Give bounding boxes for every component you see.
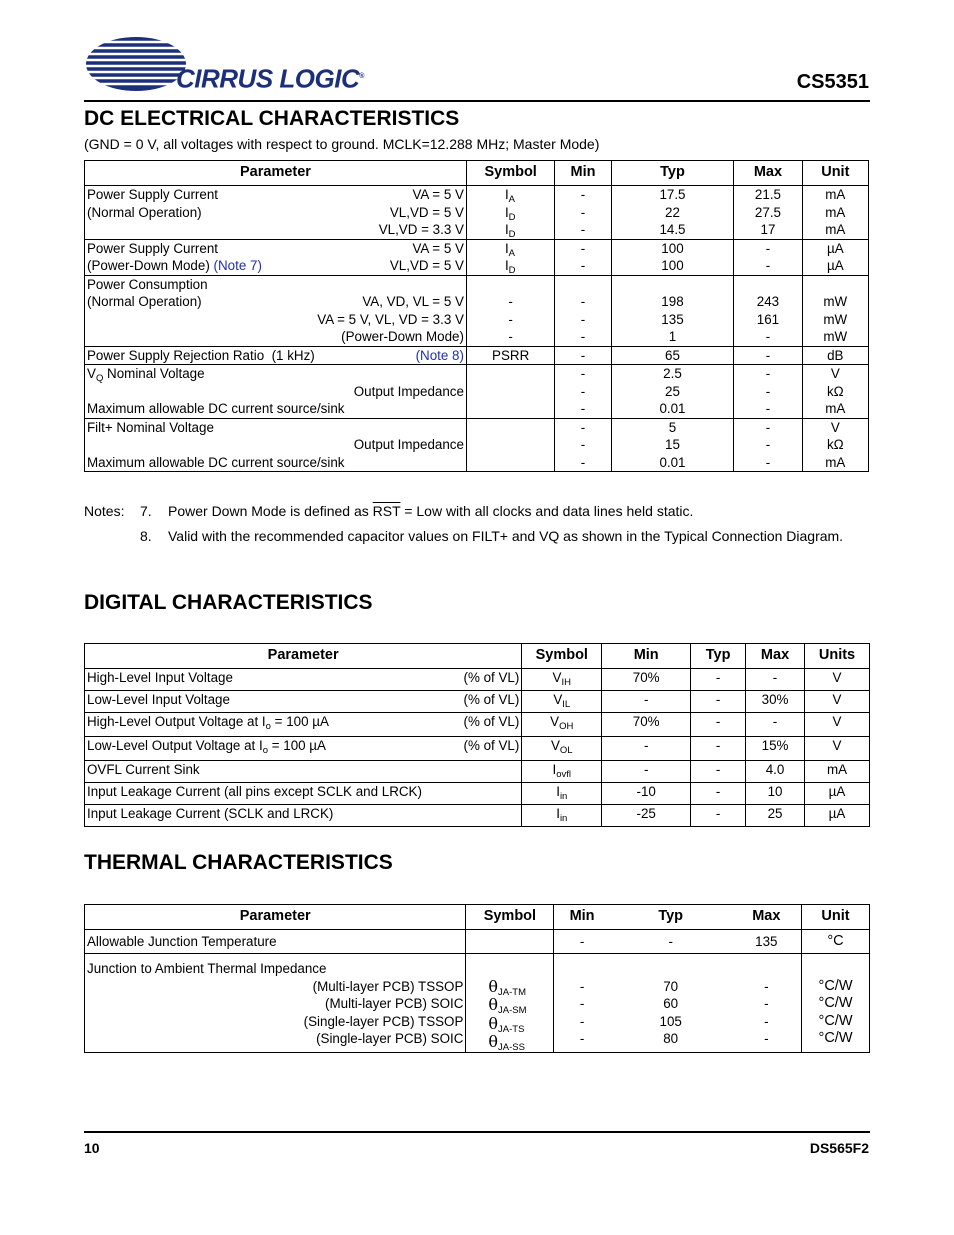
min-cell: - [602, 737, 691, 761]
condition-text: VL,VD = 5 V [389, 204, 464, 220]
table-row [85, 186, 869, 240]
unit-cell: mA mA mA [802, 186, 868, 240]
table-row [85, 761, 870, 783]
symbol-cell: - - - [466, 275, 554, 346]
symbol-cell [466, 930, 554, 954]
max-cell: - - - [734, 418, 802, 472]
min-cell: - - - [555, 418, 611, 472]
symbol-cell: $\theta_{JA-TM}$ $\theta_{JA-SM}$ $\theta_{JA-TS}$ $\theta_{JA-SS}$ [466, 954, 554, 1053]
table-row [85, 737, 870, 761]
note-number: 8. [140, 528, 152, 544]
page-number: 10 [84, 1140, 100, 1156]
col-header-unit: Unit [802, 905, 870, 930]
note-8-link[interactable]: (Note 8) [415, 347, 464, 363]
dc-characteristics-table [84, 160, 869, 472]
symbol-cell: PSRR [466, 346, 554, 365]
symbol-cell [466, 418, 554, 472]
min-cell: 70% [602, 669, 691, 691]
param-text: Power Supply Current [87, 240, 218, 256]
table-row [85, 930, 870, 954]
col-header-min: Min [602, 644, 691, 669]
col-header-max: Max [732, 905, 802, 930]
max-cell: 21.5 27.5 17 [734, 186, 802, 240]
symbol-cell: $I_A$ $I_D$ [466, 239, 554, 275]
table-header-row [85, 644, 870, 669]
condition-text: (Single-layer PCB) TSSOP [303, 1013, 464, 1029]
param-text: $V_Q$ Nominal Voltage [87, 366, 205, 384]
col-header-parameter: Parameter [85, 161, 467, 186]
typ-cell: 100 100 [611, 239, 734, 275]
typ-cell: 70 60 105 80 [610, 954, 732, 1053]
condition-text: (Multi-layer PCB) TSSOP [312, 978, 464, 994]
unit-cell: V [805, 737, 870, 761]
min-cell: - - - - [554, 954, 610, 1053]
param-text: (Power-Down Mode) [87, 258, 210, 273]
unit-cell: °C [802, 930, 870, 954]
symbol-cell: $I_{ovfl}$ [522, 761, 602, 783]
notes-label: Notes: [84, 503, 125, 519]
max-cell: 135 [732, 930, 802, 954]
min-cell: - [602, 691, 691, 713]
logo-wordmark: CIRRUS LOGIC® [176, 63, 364, 94]
param-cell: Low-Level Output Voltage at $I_o = 100$ µA (% of VL) [85, 737, 522, 761]
table-row [85, 275, 869, 346]
col-header-typ: Typ [691, 644, 746, 669]
condition-text: VA = 5 V, VL, VD = 3.3 V [317, 311, 464, 327]
param-text: (Normal Operation) [87, 294, 202, 309]
param-text: Maximum allowable DC current source/sink [87, 401, 345, 416]
param-text: Power Consumption [87, 276, 208, 292]
header-divider [84, 100, 870, 102]
param-cell: Low-Level Input Voltage (% of VL) [85, 691, 522, 713]
max-cell: - [734, 346, 802, 365]
document-id: DS565F2 [809, 1140, 869, 1156]
unit-cell: mA [805, 761, 870, 783]
typ-cell: - [691, 783, 746, 805]
max-cell: - - - [734, 365, 802, 419]
param-cell: Allowable Junction Temperature [85, 930, 466, 954]
unit-cell: V kΩ mA [802, 418, 868, 472]
typ-cell: 65 [611, 346, 734, 365]
notes-block [84, 502, 870, 552]
min-cell: -25 [602, 805, 691, 827]
symbol-cell: $V_{IH}$ [522, 669, 602, 691]
col-header-typ: Typ [610, 905, 732, 930]
param-cell: High-Level Input Voltage (% of VL) [85, 669, 522, 691]
part-number: CS5351 [796, 71, 869, 93]
col-header-min: Min [555, 161, 611, 186]
unit-cell: µA µA [802, 239, 868, 275]
typ-cell: - [691, 805, 746, 827]
max-cell: - - - - [732, 954, 802, 1053]
symbol-cell [466, 365, 554, 419]
thermal-characteristics-table [84, 904, 870, 1053]
symbol-cell: $I_{in}$ [522, 783, 602, 805]
typ-cell: 5 15 0.01 [611, 418, 734, 472]
col-header-max: Max [734, 161, 802, 186]
condition-text: VA = 5 V [412, 187, 464, 202]
max-cell: 10 [746, 783, 805, 805]
min-cell: - - [555, 239, 611, 275]
param-cell [85, 275, 467, 346]
typ-cell: 198 135 1 [611, 275, 734, 346]
param-text: Filt+ Nominal Voltage [87, 419, 214, 435]
dc-section-title: DC ELECTRICAL CHARACTERISTICS [84, 107, 460, 130]
col-header-typ: Typ [611, 161, 734, 186]
param-text: (Normal Operation) [87, 204, 202, 220]
note-number: 7. [140, 503, 152, 519]
param-cell: High-Level Output Voltage at $I_o = 100$ µA (% of VL) [85, 713, 522, 737]
unit-cell: V [805, 713, 870, 737]
col-header-symbol: Symbol [466, 161, 554, 186]
col-header-min: Min [554, 905, 610, 930]
max-cell: 25 [746, 805, 805, 827]
table-header-row [85, 905, 870, 930]
col-header-symbol: Symbol [466, 905, 554, 930]
param-cell [85, 346, 467, 365]
digital-section-title: DIGITAL CHARACTERISTICS [84, 591, 373, 614]
symbol-cell: $I_A$ $I_D$ $I_D$ [466, 186, 554, 240]
condition-text: VL,VD = 3.3 V [378, 222, 464, 237]
param-cell [85, 239, 467, 275]
param-text: Output Impedance [353, 383, 464, 399]
note-7-link[interactable]: (Note 7) [213, 258, 262, 273]
unit-cell: dB [802, 346, 868, 365]
unit-cell: °C/W °C/W °C/W °C/W [802, 954, 870, 1053]
condition-text: VA = 5 V [412, 240, 464, 256]
param-cell [85, 954, 466, 1053]
col-header-parameter: Parameter [85, 905, 466, 930]
min-cell: - - - [555, 186, 611, 240]
max-cell: 243 161 - [734, 275, 802, 346]
min-cell: -10 [602, 783, 691, 805]
col-header-units: Units [805, 644, 870, 669]
max-cell: - [746, 669, 805, 691]
table-row [85, 954, 870, 1053]
symbol-cell: $I_{in}$ [522, 805, 602, 827]
max-cell: - [746, 713, 805, 737]
min-cell: 70% [602, 713, 691, 737]
thermal-section-title: THERMAL CHARACTERISTICS [84, 851, 393, 874]
param-text: Power Supply Current [87, 187, 218, 202]
typ-cell: - [610, 930, 732, 954]
param-cell: OVFL Current Sink [85, 761, 522, 783]
min-cell: - [555, 346, 611, 365]
typ-cell: - [691, 669, 746, 691]
param-cell: Input Leakage Current (all pins except SCLK and LRCK) [85, 783, 522, 805]
note-8: 8. Valid with the recommended capacitor values on FILT+ and VQ as shown in the Typical Connection Diagram. [140, 528, 844, 544]
param-text: Output Impedance [353, 437, 464, 452]
symbol-cell: $V_{IL}$ [522, 691, 602, 713]
min-cell: - - - [555, 365, 611, 419]
table-row [85, 713, 870, 737]
symbol-cell: $V_{OL}$ [522, 737, 602, 761]
unit-cell: mW mW mW [802, 275, 868, 346]
typ-cell: 2.5 25 0.01 [611, 365, 734, 419]
table-row [85, 239, 869, 275]
footer-divider [84, 1131, 870, 1133]
param-text: Maximum allowable DC current source/sink [87, 454, 345, 470]
table-row [85, 691, 870, 713]
table-row [85, 669, 870, 691]
typ-cell: - [691, 713, 746, 737]
max-cell: 4.0 [746, 761, 805, 783]
table-row [85, 783, 870, 805]
table-row [85, 365, 869, 419]
table-row [85, 346, 869, 365]
unit-cell: µA [805, 805, 870, 827]
min-cell: - [602, 761, 691, 783]
max-cell: - - [734, 239, 802, 275]
dc-conditions: (GND = 0 V, all voltages with respect to ground. MCLK=12.288 MHz; Master Mode) [84, 136, 600, 152]
max-cell: 30% [746, 691, 805, 713]
condition-text: VA, VD, VL = 5 V [362, 294, 464, 309]
table-row [85, 418, 869, 472]
typ-cell: - [691, 737, 746, 761]
max-cell: 15% [746, 737, 805, 761]
param-text: Power Supply Rejection Ratio (1 kHz) [87, 347, 315, 363]
unit-cell: V kΩ mA [802, 365, 868, 419]
typ-cell: - [691, 691, 746, 713]
note-7: Notes: 7. Power Down Mode is defined as $\overline{RST}$ = Low with all clocks and data lines held static. [84, 503, 694, 519]
unit-cell: µA [805, 783, 870, 805]
unit-cell: V [805, 669, 870, 691]
condition-text: (Power-Down Mode) [341, 329, 464, 344]
typ-cell: - [691, 761, 746, 783]
table-row [85, 805, 870, 827]
unit-cell: V [805, 691, 870, 713]
col-header-max: Max [746, 644, 805, 669]
min-cell: - [554, 930, 610, 954]
param-cell [85, 186, 467, 240]
col-header-unit: Unit [802, 161, 868, 186]
typ-cell: 17.5 22 14.5 [611, 186, 734, 240]
symbol-cell: $V_{OH}$ [522, 713, 602, 737]
param-cell: Input Leakage Current (SCLK and LRCK) [85, 805, 522, 827]
min-cell: - - - [555, 275, 611, 346]
table-header-row [85, 161, 869, 186]
condition-text: VL,VD = 5 V [389, 258, 464, 273]
col-header-symbol: Symbol [522, 644, 602, 669]
param-text: Junction to Ambient Thermal Impedance [87, 961, 327, 976]
param-cell [85, 365, 467, 419]
digital-characteristics-table [84, 643, 870, 827]
param-cell [85, 418, 467, 472]
col-header-parameter: Parameter [85, 644, 522, 669]
condition-text: (Single-layer PCB) SOIC [316, 1031, 464, 1046]
condition-text: (Multi-layer PCB) SOIC [325, 996, 464, 1011]
